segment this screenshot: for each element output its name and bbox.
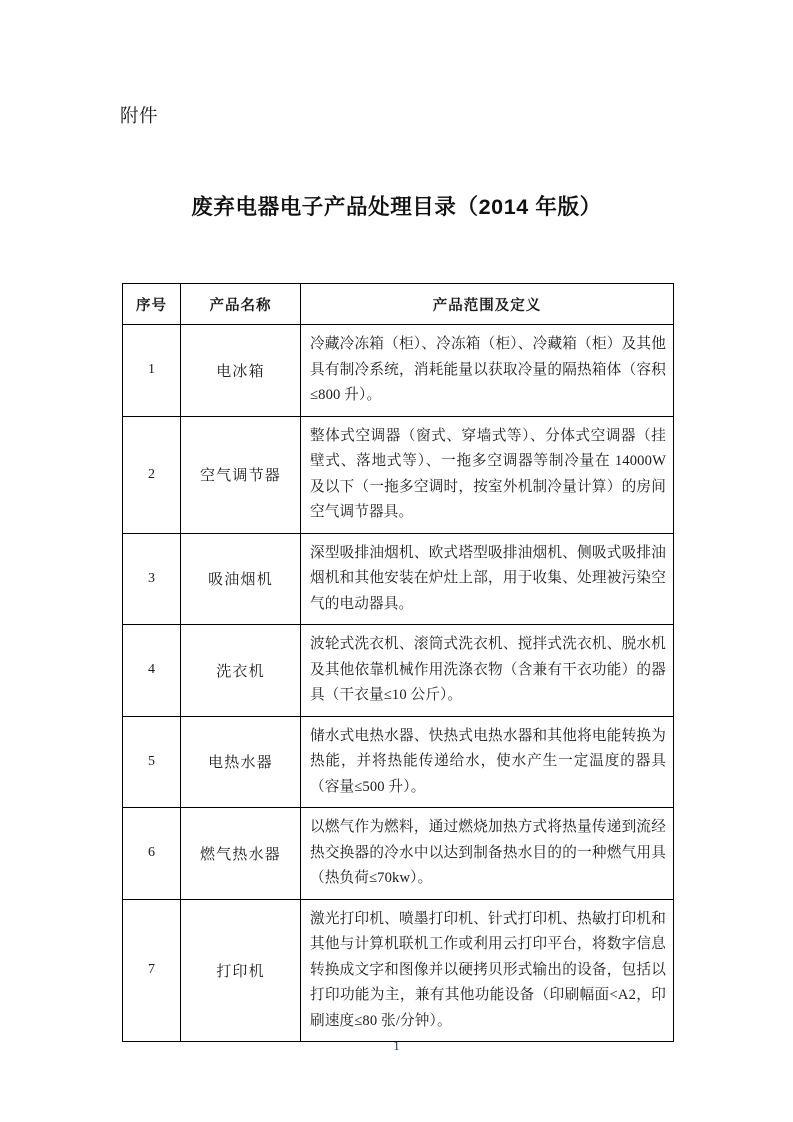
- page-number: 1: [393, 1038, 400, 1053]
- cell-product-name: 洗衣机: [181, 625, 301, 717]
- table-row: [123, 533, 674, 625]
- table-row: [123, 808, 674, 900]
- column-header-no: 序号: [123, 284, 181, 325]
- table-header-row: [123, 284, 674, 325]
- cell-product-scope: 整体式空调器（窗式、穿墙式等）、分体式空调器（挂壁式、落地式等）、一拖多空调器等制冷量在 14000W 及以下（一拖多空调时，按室外机制冷量计算）的房间空气调节器具。: [301, 416, 674, 533]
- cell-product-name: 电冰箱: [181, 325, 301, 417]
- table-body: [123, 325, 674, 1042]
- cell-product-scope: 波轮式洗衣机、滚筒式洗衣机、搅拌式洗衣机、脱水机及其他依靠机械作用洗涤衣物（含兼有干衣功能）的器具（干衣量≤10 公斤）。: [301, 625, 674, 717]
- cell-index: 2: [123, 416, 181, 533]
- cell-product-scope: 以燃气作为燃料，通过燃烧加热方式将热量传递到流经热交换器的冷水中以达到制备热水目的的一种燃气用具（热负荷≤70kw）。: [301, 808, 674, 900]
- cell-index: 1: [123, 325, 181, 417]
- cell-product-scope: 深型吸排油烟机、欧式塔型吸排油烟机、侧吸式吸排油烟机和其他安装在炉灶上部，用于收集、处理被污染空气的电动器具。: [301, 533, 674, 625]
- table-row: [123, 716, 674, 808]
- cell-index: 6: [123, 808, 181, 900]
- cell-index: 5: [123, 716, 181, 808]
- catalog-table-container: [122, 283, 673, 1042]
- cell-product-scope: 冷藏冷冻箱（柜）、冷冻箱（柜）、冷藏箱（柜）及其他具有制冷系统，消耗能量以获取冷量的隔热箱体（容积≤800 升）。: [301, 325, 674, 417]
- cell-product-name: 电热水器: [181, 716, 301, 808]
- cell-product-name: 空气调节器: [181, 416, 301, 533]
- table-row: [123, 416, 674, 533]
- cell-index: 4: [123, 625, 181, 717]
- cell-product-name: 吸油烟机: [181, 533, 301, 625]
- column-header-name: 产品名称: [181, 284, 301, 325]
- cell-product-name: 燃气热水器: [181, 808, 301, 900]
- cell-index: 7: [123, 899, 181, 1042]
- cell-product-scope: 激光打印机、喷墨打印机、针式打印机、热敏打印机和其他与计算机联机工作或利用云打印平台，将数字信息转换成文字和图像并以硬拷贝形式输出的设备，包括以打印功能为主，兼有其他功能设备（印刷幅面<A2，印刷速度≤80 张/分钟）。: [301, 899, 674, 1042]
- catalog-table: [122, 283, 674, 1042]
- table-row: [123, 325, 674, 417]
- table-row: [123, 625, 674, 717]
- table-header: [123, 284, 674, 325]
- column-header-scope: 产品范围及定义: [301, 284, 674, 325]
- attachment-label: 附件: [120, 105, 159, 126]
- table-row: [123, 899, 674, 1042]
- cell-index: 3: [123, 533, 181, 625]
- page-title: 废弃电器电子产品处理目录（2014 年版）: [191, 195, 602, 219]
- cell-product-scope: 储水式电热水器、快热式电热水器和其他将电能转换为热能，并将热能传递给水，使水产生一定温度的器具（容量≤500 升）。: [301, 716, 674, 808]
- cell-product-name: 打印机: [181, 899, 301, 1042]
